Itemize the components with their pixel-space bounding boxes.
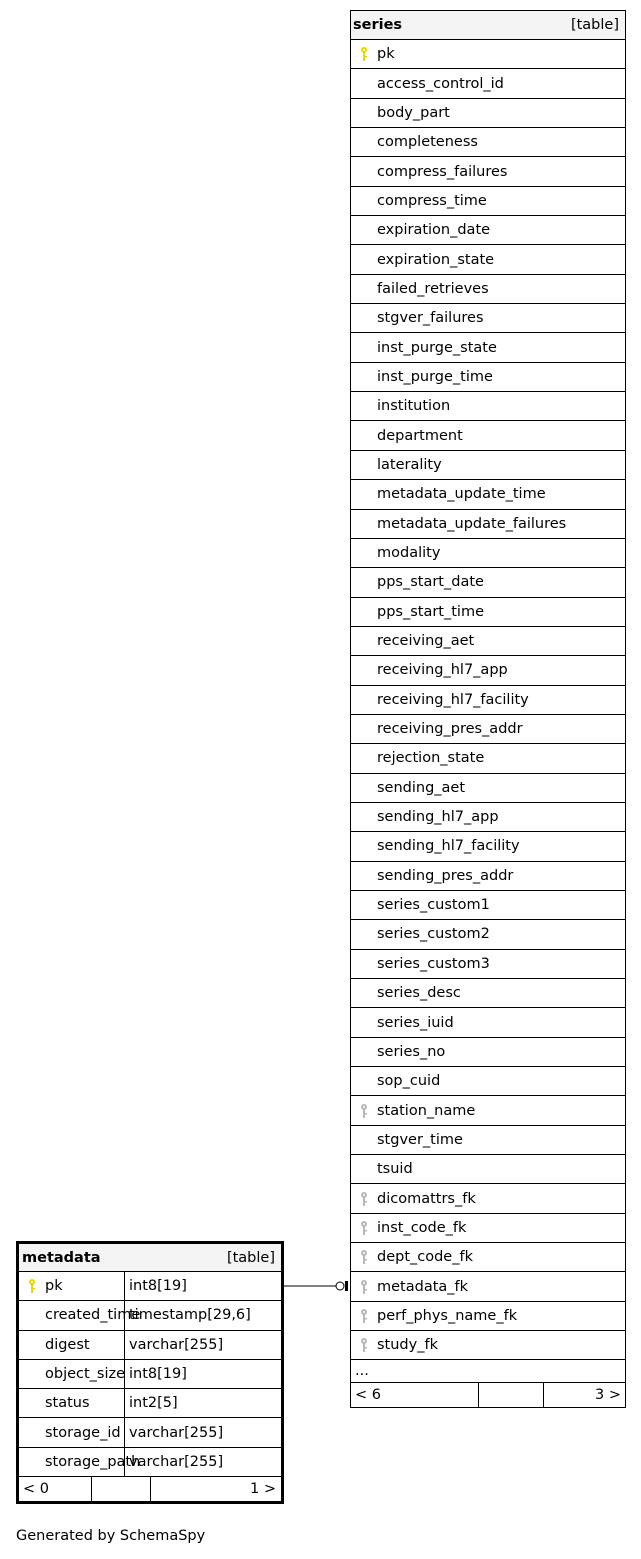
series-column-name-cell (377, 46, 625, 62)
no-key-spacer (351, 157, 377, 185)
series-column-row[interactable] (351, 979, 625, 1008)
relationship-one-marker (345, 1281, 348, 1291)
series-column-name: body_part (377, 104, 450, 121)
series-column-row[interactable] (351, 1302, 625, 1331)
series-column-name: inst_purge_state (377, 339, 497, 356)
metadata-column-type: timestamp[29,6] (129, 1307, 251, 1324)
series-column-row[interactable] (351, 715, 625, 744)
no-key-spacer (351, 1155, 377, 1183)
series-column-row[interactable] (351, 539, 625, 568)
series-column-row[interactable] (351, 1331, 625, 1360)
series-column-name: sending_hl7_app (377, 809, 499, 826)
series-column-name: series_iuid (377, 1014, 454, 1031)
metadata-column-type: varchar[255] (129, 1424, 224, 1441)
no-key-spacer (351, 803, 377, 831)
series-column-name-cell (377, 76, 625, 92)
series-column-row[interactable] (351, 480, 625, 509)
series-column-name-cell (377, 193, 625, 209)
foreign-key-icon (351, 1331, 377, 1359)
no-key-spacer (351, 392, 377, 420)
series-column-name: sop_cuid (377, 1073, 441, 1090)
series-column-name: metadata_update_failures (377, 515, 567, 532)
series-parent-count[interactable]: < 6 (351, 1383, 479, 1407)
no-key-spacer (351, 1038, 377, 1066)
series-column-name: rejection_state (377, 750, 485, 767)
metadata-column-name: digest (45, 1336, 90, 1353)
series-column-name: series_desc (377, 985, 461, 1002)
metadata-column-name-cell (19, 1418, 125, 1446)
series-column-name: completeness (377, 134, 478, 151)
series-column-row[interactable] (351, 950, 625, 979)
no-key-spacer (351, 421, 377, 449)
series-column-name: series_custom1 (377, 897, 490, 914)
series-column-name-cell (377, 1044, 625, 1060)
series-column-name: department (377, 427, 463, 444)
series-column-name-cell (377, 369, 625, 385)
series-column-name: perf_phys_name_fk (377, 1307, 518, 1324)
metadata-column-row[interactable] (19, 1418, 281, 1447)
series-column-name: modality (377, 545, 441, 562)
series-column-row[interactable] (351, 1272, 625, 1301)
metadata-column-name: storage_id (45, 1424, 121, 1441)
series-footer-middle (479, 1383, 544, 1407)
series-column-row[interactable] (351, 421, 625, 450)
metadata-column-type: int8[19] (129, 1366, 187, 1383)
series-column-name: study_fk (377, 1337, 438, 1354)
no-key-spacer (351, 1067, 377, 1095)
series-column-name: dept_code_fk (377, 1249, 473, 1266)
series-column-row[interactable] (351, 1243, 625, 1272)
metadata-column-row[interactable] (19, 1272, 281, 1301)
no-key-spacer (19, 1301, 45, 1329)
series-column-name-cell (377, 340, 625, 356)
series-column-row[interactable] (351, 392, 625, 421)
no-key-spacer (351, 187, 377, 215)
metadata-table-name: metadata (22, 1249, 101, 1266)
series-column-name: expiration_state (377, 251, 495, 268)
series-column-name-cell (377, 310, 625, 326)
no-key-spacer (351, 979, 377, 1007)
no-key-spacer (351, 1008, 377, 1036)
foreign-key-icon (351, 1184, 377, 1212)
series-column-name: station_name (377, 1102, 476, 1119)
series-column-row[interactable] (351, 774, 625, 803)
series-column-name: sending_hl7_facility (377, 838, 520, 855)
metadata-child-count[interactable]: 1 > (250, 1481, 276, 1498)
series-column-row[interactable] (351, 69, 625, 98)
metadata-column-type: varchar[255] (129, 1453, 224, 1470)
series-column-name-cell (377, 956, 625, 972)
no-key-spacer (19, 1448, 45, 1476)
metadata-column-type: varchar[255] (129, 1336, 224, 1353)
no-key-spacer (19, 1418, 45, 1446)
metadata-table-header[interactable] (19, 1244, 281, 1272)
series-column-name-cell (377, 105, 625, 121)
series-column-row[interactable] (351, 245, 625, 274)
metadata-column-name: storage_path (45, 1453, 141, 1470)
series-column-name-cell (377, 1103, 625, 1119)
series-column-name-cell (377, 1015, 625, 1031)
series-column-row[interactable] (351, 1096, 625, 1125)
series-column-name: series_custom3 (377, 955, 490, 972)
series-column-name-cell (377, 1161, 625, 1177)
series-column-name-cell (377, 1132, 625, 1148)
series-table-header[interactable] (351, 11, 625, 40)
series-column-name: laterality (377, 456, 442, 473)
foreign-key-icon (351, 1272, 377, 1300)
series-column-name: inst_purge_time (377, 368, 493, 385)
series-column-name-cell (377, 809, 625, 825)
series-column-name-cell (377, 516, 625, 532)
series-column-row[interactable] (351, 803, 625, 832)
series-column-name-cell (377, 721, 625, 737)
no-key-spacer (351, 627, 377, 655)
no-key-spacer (19, 1331, 45, 1359)
series-column-row[interactable] (351, 656, 625, 685)
metadata-column-row[interactable] (19, 1301, 281, 1330)
series-column-list (351, 40, 625, 1360)
series-column-name-cell (377, 662, 625, 678)
series-column-row[interactable] (351, 1008, 625, 1037)
series-column-row[interactable] (351, 275, 625, 304)
metadata-column-name-cell (19, 1301, 141, 1329)
no-key-spacer (351, 245, 377, 273)
series-column-row[interactable] (351, 187, 625, 216)
series-column-name-cell (377, 134, 625, 150)
series-column-name-cell (377, 1249, 625, 1265)
series-column-name: stgver_failures (377, 310, 484, 327)
no-key-spacer (351, 598, 377, 626)
series-column-row[interactable] (351, 451, 625, 480)
series-column-row[interactable] (351, 832, 625, 861)
no-key-spacer (351, 510, 377, 538)
no-key-spacer (351, 1126, 377, 1154)
no-key-spacer (351, 69, 377, 97)
series-column-name: series_no (377, 1043, 446, 1060)
no-key-spacer (351, 275, 377, 303)
series-child-count[interactable]: 3 > (595, 1387, 621, 1404)
series-column-name-cell (377, 222, 625, 238)
series-column-name: pk (377, 46, 395, 63)
no-key-spacer (351, 128, 377, 156)
series-column-name-cell (377, 926, 625, 942)
series-column-row[interactable] (351, 891, 625, 920)
primary-key-icon (351, 40, 377, 68)
series-column-name: stgver_time (377, 1131, 463, 1148)
no-key-spacer (351, 539, 377, 567)
no-key-spacer (19, 1360, 45, 1388)
series-column-name-cell (377, 164, 625, 180)
series-table-kind: [table] (570, 17, 619, 33)
series-table-name: series (353, 17, 403, 33)
series-column-name: metadata_fk (377, 1278, 469, 1295)
series-column-row[interactable] (351, 686, 625, 715)
no-key-spacer (351, 99, 377, 127)
series-column-name-cell (377, 838, 625, 854)
series-column-name-cell (377, 1279, 625, 1295)
series-column-name-cell (377, 281, 625, 297)
series-column-name: dicomattrs_fk (377, 1190, 476, 1207)
metadata-column-row[interactable] (19, 1331, 281, 1360)
series-column-name: receiving_pres_addr (377, 721, 523, 738)
metadata-column-type: int8[19] (129, 1278, 187, 1295)
series-column-name-cell (377, 897, 625, 913)
metadata-column-name-cell (19, 1360, 125, 1388)
metadata-table-footer (19, 1477, 281, 1501)
series-column-name-cell (377, 1308, 625, 1324)
series-column-name-cell (377, 545, 625, 561)
series-column-name: inst_code_fk (377, 1219, 467, 1236)
series-column-name: receiving_hl7_app (377, 662, 508, 679)
no-key-spacer (351, 568, 377, 596)
foreign-key-icon (351, 1302, 377, 1330)
generated-by-note: Generated by SchemaSpy (16, 1528, 206, 1544)
series-column-name-cell (377, 868, 625, 884)
series-column-row[interactable] (351, 920, 625, 949)
no-key-spacer (351, 363, 377, 391)
series-column-row[interactable] (351, 216, 625, 245)
series-column-row[interactable] (351, 333, 625, 362)
series-column-name: institution (377, 398, 451, 415)
series-column-row[interactable] (351, 744, 625, 773)
metadata-column-name-cell (19, 1389, 125, 1417)
no-key-spacer (351, 686, 377, 714)
no-key-spacer (351, 920, 377, 948)
no-key-spacer (351, 715, 377, 743)
series-column-row[interactable] (351, 862, 625, 891)
primary-key-icon (19, 1272, 45, 1300)
series-table-footer (351, 1383, 625, 1407)
series-column-name-cell (377, 1073, 625, 1089)
series-more-columns: ... (351, 1360, 625, 1383)
no-key-spacer (351, 304, 377, 332)
no-key-spacer (351, 744, 377, 772)
metadata-column-name-cell (19, 1331, 125, 1359)
series-column-row[interactable] (351, 598, 625, 627)
series-column-name-cell (377, 692, 625, 708)
series-column-row[interactable] (351, 99, 625, 128)
metadata-column-row[interactable] (19, 1360, 281, 1389)
series-column-row[interactable] (351, 1184, 625, 1213)
no-key-spacer (351, 333, 377, 361)
foreign-key-icon (351, 1214, 377, 1242)
series-column-row[interactable] (351, 1126, 625, 1155)
no-key-spacer (351, 480, 377, 508)
series-column-row[interactable] (351, 1067, 625, 1096)
series-column-name: receiving_hl7_facility (377, 691, 529, 708)
series-column-row[interactable] (351, 128, 625, 157)
series-column-row[interactable] (351, 304, 625, 333)
series-column-name-cell (377, 985, 625, 1001)
series-column-row[interactable] (351, 1155, 625, 1184)
series-column-name: receiving_aet (377, 633, 475, 650)
no-key-spacer (351, 862, 377, 890)
metadata-parent-count[interactable]: < 0 (19, 1477, 92, 1501)
foreign-key-icon (351, 1096, 377, 1124)
series-column-name-cell (377, 1337, 625, 1353)
no-key-spacer (351, 216, 377, 244)
series-column-row[interactable] (351, 510, 625, 539)
series-column-name: series_custom2 (377, 926, 490, 943)
series-column-row[interactable] (351, 157, 625, 186)
series-column-name-cell (377, 1191, 625, 1207)
series-column-name-cell (377, 604, 625, 620)
metadata-column-type: int2[5] (129, 1395, 178, 1412)
series-column-name: tsuid (377, 1161, 413, 1178)
series-column-name: failed_retrieves (377, 280, 489, 297)
series-column-row[interactable] (351, 627, 625, 656)
series-column-name: compress_failures (377, 163, 508, 180)
metadata-column-list (19, 1272, 281, 1477)
series-column-name-cell (377, 750, 625, 766)
metadata-column-name-cell (19, 1448, 141, 1476)
metadata-column-name: created_time (45, 1307, 141, 1324)
metadata-column-name: pk (45, 1278, 63, 1295)
metadata-column-row[interactable] (19, 1389, 281, 1418)
foreign-key-icon (351, 1243, 377, 1271)
metadata-footer-middle (92, 1477, 151, 1501)
no-key-spacer (351, 950, 377, 978)
no-key-spacer (351, 451, 377, 479)
series-column-name-cell (377, 428, 625, 444)
series-column-name: metadata_update_time (377, 486, 546, 503)
series-column-name: expiration_date (377, 222, 491, 239)
series-column-name-cell (377, 780, 625, 796)
no-key-spacer (351, 656, 377, 684)
series-column-name-cell (377, 398, 625, 414)
relationship-optional-marker (336, 1282, 344, 1290)
series-column-name-cell (377, 1220, 625, 1236)
series-column-name-cell (377, 486, 625, 502)
series-column-row[interactable] (351, 1214, 625, 1243)
series-column-name-cell (377, 574, 625, 590)
metadata-table[interactable] (16, 1241, 284, 1504)
series-column-name: pps_start_date (377, 574, 484, 591)
series-column-name: sending_pres_addr (377, 867, 514, 884)
series-column-name: pps_start_time (377, 603, 484, 620)
series-column-row[interactable] (351, 568, 625, 597)
no-key-spacer (351, 891, 377, 919)
series-column-name-cell (377, 252, 625, 268)
no-key-spacer (351, 832, 377, 860)
series-table[interactable] (350, 10, 626, 1408)
no-key-spacer (19, 1389, 45, 1417)
series-column-name: compress_time (377, 192, 487, 209)
metadata-column-name: status (45, 1395, 90, 1412)
metadata-column-row[interactable] (19, 1448, 281, 1477)
metadata-column-name: object_size (45, 1366, 126, 1383)
no-key-spacer (351, 774, 377, 802)
series-column-name: access_control_id (377, 75, 504, 92)
series-column-row[interactable] (351, 40, 625, 69)
series-column-name-cell (377, 457, 625, 473)
series-column-row[interactable] (351, 363, 625, 392)
metadata-table-kind: [table] (226, 1249, 275, 1266)
series-column-row[interactable] (351, 1038, 625, 1067)
series-column-name-cell (377, 633, 625, 649)
metadata-column-name-cell (19, 1272, 125, 1300)
series-column-name: sending_aet (377, 779, 466, 796)
